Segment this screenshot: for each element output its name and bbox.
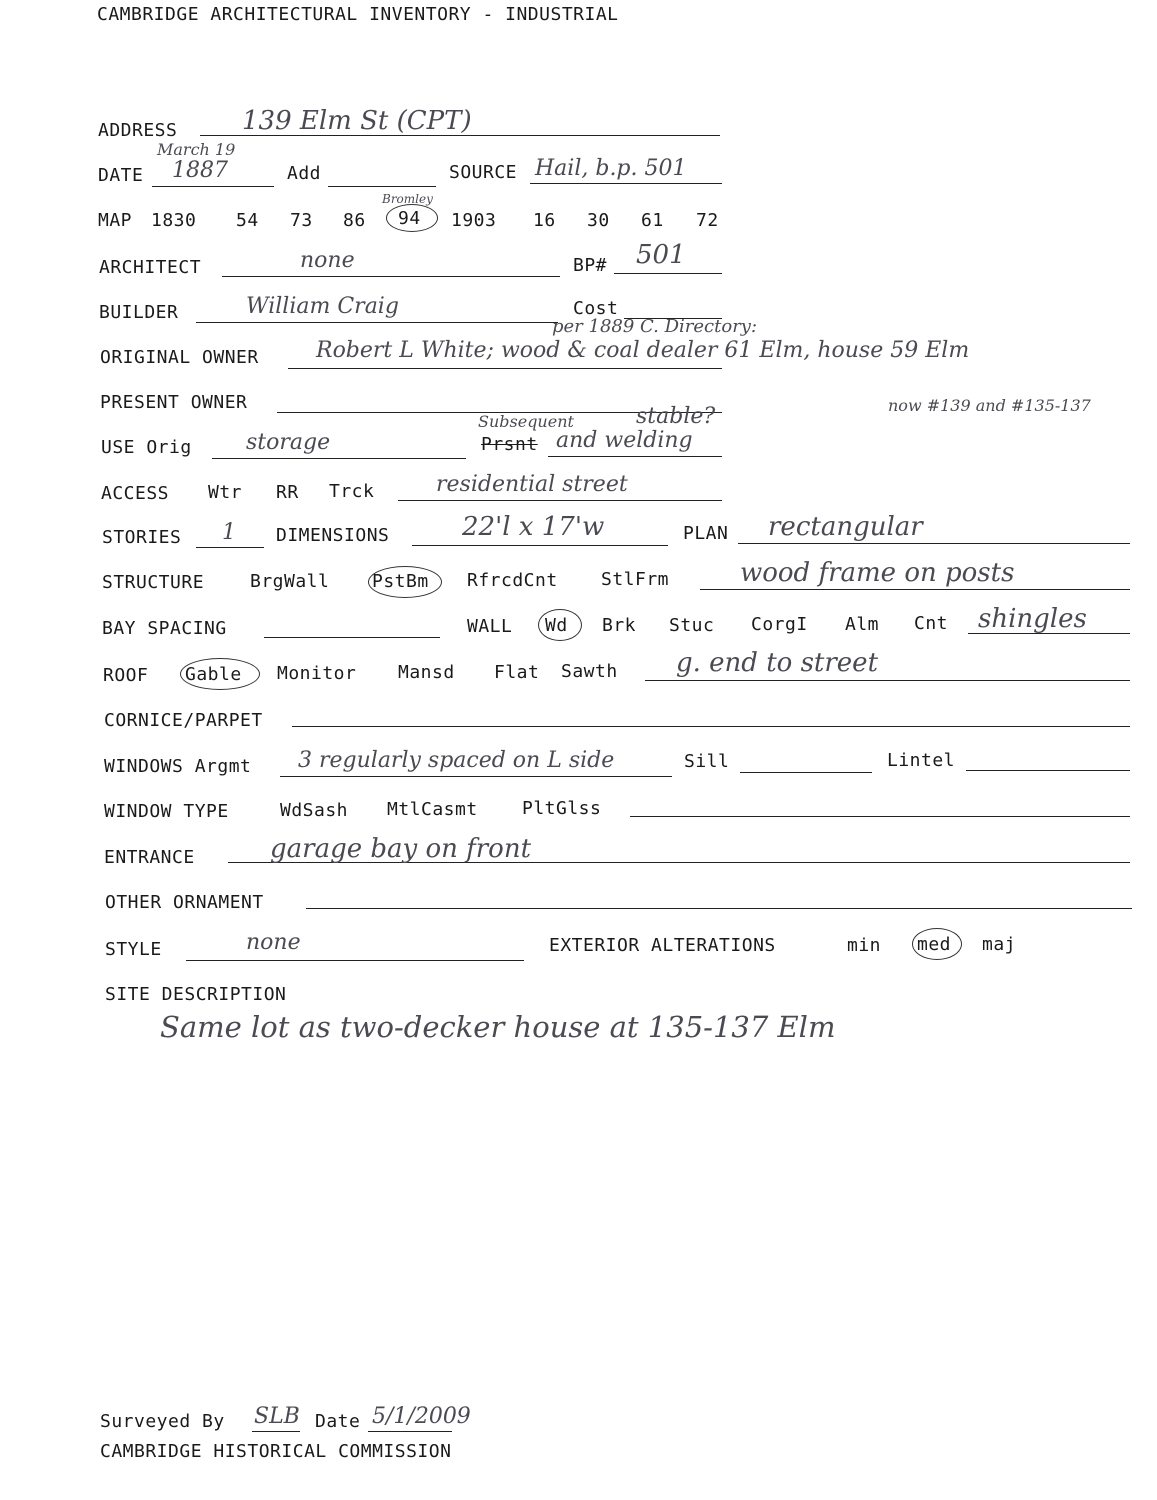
builder-value: William Craig — [246, 294, 399, 319]
structure-line — [700, 589, 1130, 590]
wall-brk: Brk — [602, 615, 637, 636]
wall-stuc: Stuc — [669, 615, 715, 636]
address-label: ADDRESS — [98, 120, 178, 141]
alterations-maj: maj — [982, 934, 1017, 955]
surveyed-by-value: SLB — [254, 1404, 300, 1429]
bp-label: BP# — [573, 255, 608, 276]
roof-flat: Flat — [494, 662, 540, 683]
med-circle — [912, 928, 962, 960]
style-label: STYLE — [105, 939, 162, 960]
stories-label: STORIES — [102, 527, 182, 548]
stable-note: stable? — [636, 404, 716, 429]
stories-value: 1 — [222, 520, 236, 545]
wall-label: WALL — [467, 616, 513, 637]
entrance-value: garage bay on front — [270, 834, 532, 864]
source-value: Hail, b.p. 501 — [535, 156, 687, 181]
gable-circle — [180, 658, 260, 690]
lintel-label: Lintel — [887, 750, 956, 771]
access-value: residential street — [436, 472, 628, 497]
cornice-label: CORNICE/PARPET — [104, 710, 263, 731]
bp-value: 501 — [636, 240, 686, 270]
windows-argmt-line — [280, 776, 672, 777]
present-owner-label: PRESENT OWNER — [100, 392, 248, 413]
bay-spacing-label: BAY SPACING — [102, 618, 227, 639]
stories-line — [196, 547, 264, 548]
entrance-label: ENTRANCE — [104, 847, 195, 868]
wall-corgi: CorgI — [751, 614, 808, 635]
form-title: CAMBRIDGE ARCHITECTURAL INVENTORY - INDUSTRIAL — [97, 4, 619, 25]
date-label: DATE — [98, 165, 144, 186]
survey-date-label: Date — [315, 1411, 361, 1432]
renumber-note: now #139 and #135-137 — [888, 396, 1091, 415]
map-year: 72 — [696, 210, 719, 231]
wall-alm: Alm — [845, 614, 880, 635]
windows-argmt-label: WINDOWS Argmt — [104, 756, 252, 777]
map-year: 1830 — [151, 210, 197, 231]
surveyed-by-label: Surveyed By — [100, 1411, 225, 1432]
use-present-value: and welding — [556, 428, 693, 453]
window-type-line — [630, 816, 1130, 817]
map-year: 61 — [641, 210, 664, 231]
access-rr: RR — [276, 482, 299, 503]
access-line — [398, 500, 722, 501]
roof-line — [645, 680, 1130, 681]
style-value: none — [246, 930, 301, 955]
original-owner-value: Robert L White; wood & coal dealer 61 Elm, house 59 Elm — [316, 338, 970, 363]
map-year: 73 — [290, 210, 313, 231]
site-description-label: SITE DESCRIPTION — [105, 984, 287, 1005]
plan-value: rectangular — [768, 512, 923, 542]
wall-value: shingles — [978, 604, 1087, 634]
structure-pstbm: PstBm — [372, 571, 429, 592]
dimensions-line — [412, 545, 668, 546]
builder-line — [196, 322, 558, 323]
map-note: Bromley — [382, 192, 433, 206]
add-line — [328, 186, 436, 187]
use-orig-label: USE Orig — [101, 437, 192, 458]
use-prsnt-line — [548, 456, 722, 457]
sill-line — [740, 772, 872, 773]
map-label: MAP — [98, 210, 133, 231]
window-type-label: WINDOW TYPE — [104, 801, 229, 822]
pstbm-circle — [368, 566, 442, 598]
map-year: 54 — [236, 210, 259, 231]
bay-spacing-line — [264, 637, 440, 638]
alterations-med: med — [917, 934, 952, 955]
dimensions-label: DIMENSIONS — [276, 525, 390, 546]
roof-sawth: Sawth — [561, 661, 618, 682]
lintel-line — [966, 770, 1130, 771]
footer-commission: CAMBRIDGE HISTORICAL COMMISSION — [100, 1441, 452, 1462]
access-trck: Trck — [329, 481, 375, 502]
source-label: SOURCE — [449, 162, 518, 183]
wd-circle — [538, 609, 582, 641]
site-description-value: Same lot as two-decker house at 135-137 Elm — [160, 1010, 836, 1044]
structure-stlfrm: StlFrm — [601, 569, 670, 590]
use-orig-line — [212, 458, 466, 459]
window-type-wdsash: WdSash — [280, 800, 349, 821]
window-type-mtlcasmt: MtlCasmt — [387, 799, 478, 820]
date-line — [152, 186, 274, 187]
architect-label: ARCHITECT — [99, 257, 202, 278]
style-line — [186, 960, 524, 961]
cost-label: Cost — [573, 298, 619, 319]
structure-label: STRUCTURE — [102, 572, 205, 593]
address-value: 139 Elm St (CPT) — [242, 106, 472, 136]
survey-date-value: 5/1/2009 — [372, 1404, 471, 1429]
roof-mansd: Mansd — [398, 662, 455, 683]
dimensions-value: 22'l x 17'w — [462, 512, 605, 542]
add-label: Add — [287, 163, 322, 184]
sill-label: Sill — [684, 751, 730, 772]
bp-line — [614, 273, 722, 274]
map-year: 30 — [587, 210, 610, 231]
use-prsnt-label: Prsnt — [481, 434, 538, 455]
original-owner-label: ORIGINAL OWNER — [100, 347, 259, 368]
window-type-pltglss: PltGlss — [522, 798, 602, 819]
map-year: 86 — [343, 210, 366, 231]
plan-label: PLAN — [683, 523, 729, 544]
directory-note: per 1889 C. Directory: — [552, 316, 758, 337]
subsequent-note: Subsequent — [478, 412, 574, 431]
source-line — [530, 183, 722, 184]
architect-value: none — [300, 248, 355, 273]
wall-wd: Wd — [545, 615, 568, 636]
original-owner-line — [288, 368, 722, 369]
use-orig-value: storage — [246, 430, 331, 455]
date-note: March 19 — [157, 140, 236, 159]
structure-rfrcdcnt: RfrcdCnt — [467, 570, 558, 591]
roof-monitor: Monitor — [277, 663, 357, 684]
other-ornament-line — [306, 908, 1132, 909]
structure-value: wood frame on posts — [740, 558, 1015, 588]
map-year: 1903 — [451, 210, 497, 231]
map-year: 94 — [398, 208, 421, 229]
exterior-alterations-label: EXTERIOR ALTERATIONS — [549, 935, 776, 956]
alterations-min: min — [847, 935, 882, 956]
wall-cnt: Cnt — [914, 613, 949, 634]
cornice-line — [292, 726, 1130, 727]
other-ornament-label: OTHER ORNAMENT — [105, 892, 264, 913]
windows-argmt-value: 3 regularly spaced on L side — [298, 748, 615, 773]
roof-label: ROOF — [103, 665, 149, 686]
architect-line — [222, 276, 560, 277]
access-wtr: Wtr — [208, 482, 243, 503]
surveyed-by-line — [252, 1431, 300, 1432]
access-label: ACCESS — [101, 483, 170, 504]
survey-date-line — [368, 1431, 452, 1432]
builder-label: BUILDER — [99, 302, 179, 323]
plan-line — [738, 543, 1130, 544]
map-year: 16 — [533, 210, 556, 231]
map-94-circle — [386, 204, 438, 232]
roof-value: g. end to street — [676, 648, 879, 678]
date-value: 1887 — [172, 158, 228, 183]
structure-brgwall: BrgWall — [250, 571, 330, 592]
roof-gable: Gable — [185, 664, 242, 685]
